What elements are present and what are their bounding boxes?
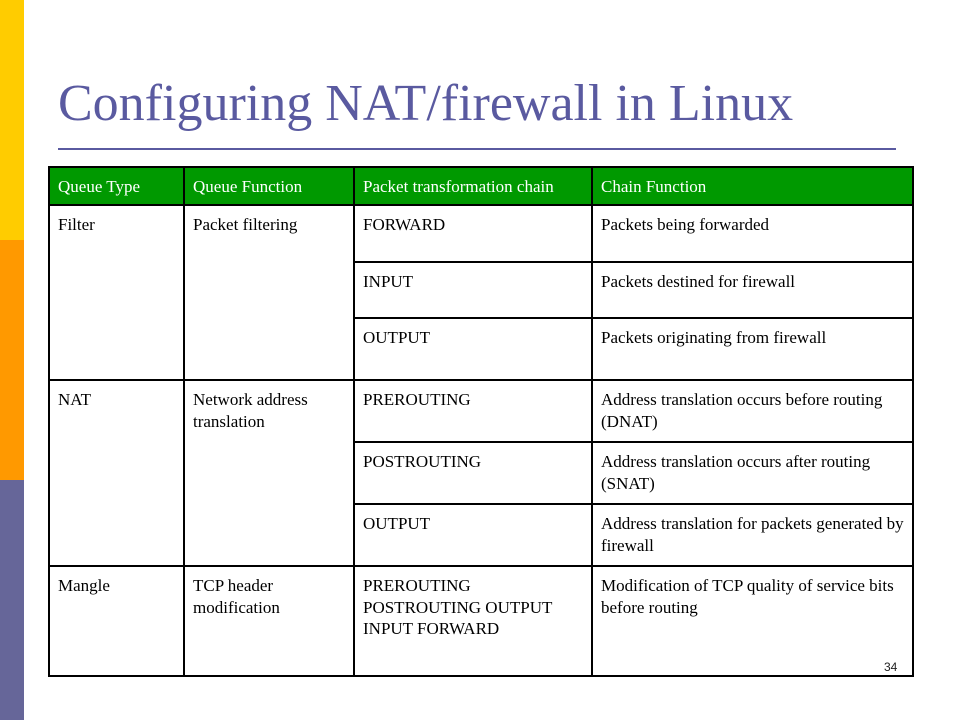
accent-stripe-orange bbox=[0, 240, 24, 480]
queue-type-cell: NAT bbox=[49, 380, 184, 566]
chain-function-cell: Address translation occurs after routing (SNAT) bbox=[592, 442, 913, 504]
table-header-row bbox=[49, 167, 913, 205]
header-chain-function: Chain Function bbox=[592, 167, 913, 205]
table-row bbox=[49, 566, 913, 676]
chain-cell: PREROUTING bbox=[354, 380, 592, 442]
chain-function-cell: Address translation occurs before routing (DNAT) bbox=[592, 380, 913, 442]
queue-function-cell: Packet filtering bbox=[184, 205, 354, 380]
queue-type-cell: Mangle bbox=[49, 566, 184, 676]
chain-function-cell: Modification of TCP quality of service bits before routing bbox=[592, 566, 913, 676]
accent-stripe-purple bbox=[0, 480, 24, 720]
title-underline bbox=[58, 148, 896, 150]
chain-function-cell: Packets originating from firewall bbox=[592, 318, 913, 380]
header-queue-function: Queue Function bbox=[184, 167, 354, 205]
chain-function-cell: Packets destined for firewall bbox=[592, 262, 913, 318]
header-chain: Packet transformation chain bbox=[354, 167, 592, 205]
queue-function-cell: Network address translation bbox=[184, 380, 354, 566]
chain-function-cell: Packets being forwarded bbox=[592, 205, 913, 262]
chain-function-cell: Address translation for packets generated by firewall bbox=[592, 504, 913, 566]
table-row bbox=[49, 205, 913, 262]
queue-type-cell: Filter bbox=[49, 205, 184, 380]
queue-function-cell: TCP header modification bbox=[184, 566, 354, 676]
table-row bbox=[49, 380, 913, 442]
chain-cell: PREROUTING POSTROUTING OUTPUT INPUT FORWARD bbox=[354, 566, 592, 676]
page-number: 34 bbox=[884, 660, 898, 674]
chain-cell: OUTPUT bbox=[354, 318, 592, 380]
chain-cell: INPUT bbox=[354, 262, 592, 318]
chain-cell: FORWARD bbox=[354, 205, 592, 262]
nat-chains-table bbox=[48, 166, 914, 677]
accent-stripe-yellow bbox=[0, 0, 24, 240]
header-queue-type: Queue Type bbox=[49, 167, 184, 205]
slide-title: Configuring NAT/firewall in Linux bbox=[58, 75, 794, 132]
chain-cell: OUTPUT bbox=[354, 504, 592, 566]
chain-cell: POSTROUTING bbox=[354, 442, 592, 504]
